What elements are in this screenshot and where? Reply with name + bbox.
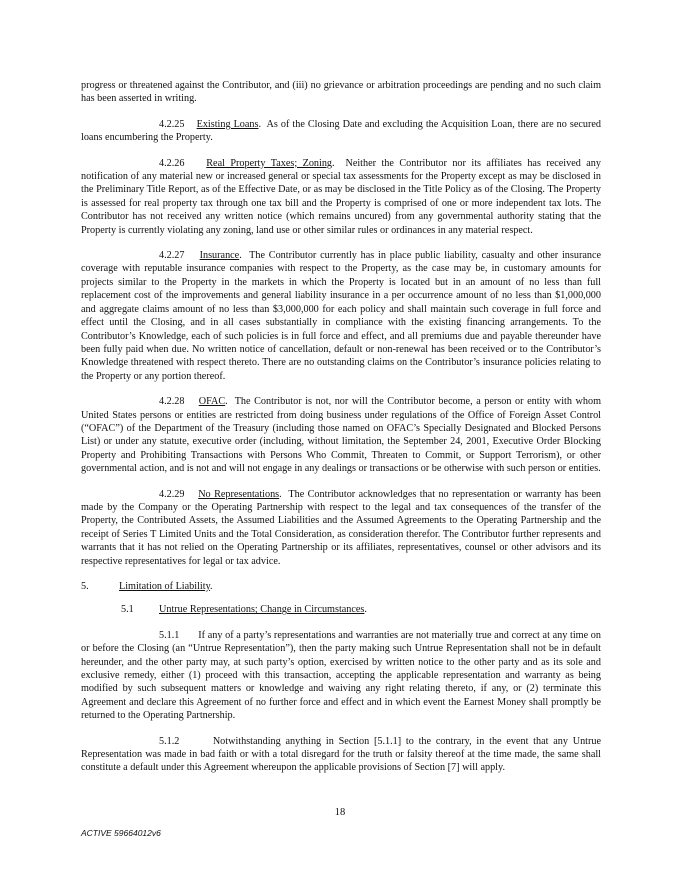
- section-number: 4.2.29: [159, 488, 185, 500]
- section-body: The Contributor currently has in place public liability, casualty and other insurance coverage with reputable insurance companies with respect to the Property, as the case may be, in customary amounts for projects similar to the Property in the markets in which the Property is located but in an amount of no less than full replacement cost of the improvements and general liability insurance in a per occurrence amount of no less than $1,000,000 and aggregate claims amount of no less than $3,000,000 for each policy and shall maintain such coverage in full force and effect until the Closing, and in all cases substantially in compliance with the existing financing arrangements. To the Contributor’s Knowledge, each of such policies is in full force and effect, and all premiums due and payable thereunder have been fully paid when due. No written notice of cancellation, default or non-renewal has been received or to the Contributor’s Knowledge threatened with respect thereto. There are no outstanding claims on the Contributor’s insurance policies relating to the Property or any portion thereof.: [81, 250, 601, 382]
- section-4-2-25: 4.2.25 Existing Loans. As of the Closing Date and excluding the Acquisition Loan, there are no secured loans encumbering the Property.: [81, 118, 601, 144]
- subsection-heading: 5.1 Untrue Representations; Change in Circumstances.: [121, 604, 367, 616]
- section-title: No Representations: [198, 488, 280, 500]
- page-number: 18: [334, 807, 346, 818]
- section-number: 4.2.25: [159, 118, 185, 130]
- subsection-number: 5.1: [121, 604, 134, 616]
- paragraph-5-1-1: [81, 629, 601, 723]
- paragraph-body: If any of a party’s representations and warranties are not materially true and correct at any time on or before the Closing (an “Untrue Representation”), then the party making such Untrue Representation shall not be in default hereunder, and the other party may, at such party’s option, exercised by written notice to the other party and as its sole and exclusive remedy, either (1) proceed with this transaction, accepting the applicable representation and warranty as being modified by such subsequent matters or knowledge and waiving any right relating thereto, if any, or (2) terminate this Agreement and declare this Agreement of no further force and effect and in which event the Earnest Money shall promptly be returned to the Operating Partnership.: [81, 629, 601, 722]
- section-body: As of the Closing Date and excluding the Acquisition Loan, there are no secured loans encumbering the Property.: [81, 118, 601, 144]
- paragraph-number: 5.1.1: [159, 629, 180, 641]
- paragraph-body: Notwithstanding anything in Section [5.1.1] to the contrary, in the event that any Untrue Representation was made in bad faith or with a total disregard for the truth or falsity thereof at the time made, the same shall constitute a default under this Agreement whereupon the applicable provisions of Section [7] will apply.: [81, 735, 602, 774]
- section-body: The Contributor acknowledges that no representation or warranty has been made by the Company or the Operating Partnership with respect to the legal and tax consequences of the transfer of the Property, the Contributed Assets, the Assumed Liabilities and the Assumed Agreements to the Operating Partnership and the receipt of Series T Limited Units and the Total Consideration, as consideration therefor. The Contributor further represents and warrants that it has not relied on the Operating Partnership or its affiliates, representatives, counsel or other advisors and its respective representatives for legal or tax advice.: [81, 488, 601, 567]
- section-4-2-27: 4.2.27 Insurance. The Contributor currently has in place public liability, casualty and other insurance coverage with reputable insurance companies with respect to the Property, as the case may be, in customary amounts for projects similar to the Property in the markets in which the Property is located but in an amount of no less than full replacement cost of the improvements and general liability insurance in a per occurrence amount of no less than $1,000,000 and aggregate claims amount of no less than $3,000,000 for each policy and shall maintain such coverage in full force and effect until the Closing, and in all cases substantially in compliance with the existing financing arrangements. To the Contributor’s Knowledge, each of such policies is in full force and effect, and all premiums due and payable thereunder have been fully paid when due. No written notice of cancellation, default or non-renewal has been received or to the Contributor’s Knowledge threatened with respect thereto. There are no outstanding claims on the Contributor’s insurance policies relating to the Property or any portion thereof.: [81, 250, 601, 382]
- section-4-2-26: 4.2.26 Real Property Taxes; Zoning. Neither the Contributor nor its affiliates has received any notification of any material new or increased general or special tax assessments for the Property except as may be disclosed in the Preliminary Title Report, as of the Effective Date, or as may be disclosed in the Title Policy as of the Closing. The Property is assessed for real property tax through one tax bill and the Property is comprised of one or more independent tax lots. The Contributor has not received any written notice (which remains uncured) from any governmental authority stating that the Property is currently violating any zoning, land use or other similar rules or ordinances in any material respect.: [81, 157, 601, 236]
- paragraph-number: 5.1.2: [159, 735, 180, 747]
- section-4-2-29: 4.2.29 No Representations. The Contributor acknowledges that no representation or warranty has been made by the Company or the Operating Partnership with respect to the legal and tax consequences of the transfer of the Property, the Contributed Assets, the Assumed Liabilities and the Assumed Agreements to the Operating Partnership and the receipt of Series T Limited Units and the Total Consideration, as consideration therefor. The Contributor further represents and warrants that it has not relied on the Operating Partnership or its affiliates, representatives, counsel or other advisors and its respective representatives for legal or tax advice.: [81, 488, 601, 567]
- section-4-2-28: 4.2.28 OFAC. The Contributor is not, nor will the Contributor become, a person or entity with whom United States persons or entities are restricted from doing business under regulations of the Office of Foreign Asset Control (“OFAC”) of the Department of the Treasury (including those named on OFAC’s Specially Designated and Blocked Persons List) or under any statute, executive order (including, without limitation, the September 24, 2001, Executive Order Blocking Property and Prohibiting Transactions with Persons Who Commit, Threaten to Commit, or Support Terrorism), or other governmental action, and is not and will not engage in any dealings or transactions or be otherwise with such person or entities.: [81, 396, 601, 475]
- article-heading: 5. Limitation of Liability.: [81, 581, 213, 592]
- section-number: 4.2.28: [159, 396, 185, 408]
- section-title: Insurance: [199, 250, 240, 262]
- section-body: The Contributor is not, nor will the Contributor become, a person or entity with whom United States persons or entities are restricted from doing business under regulations of the Office of Foreign Asset Control (“OFAC”) of the Department of the Treasury (including those named on OFAC’s Specially Designated and Blocked Persons List) or under any statute, executive order (including, without limitation, the September 24, 2001, Executive Order Blocking Property and Prohibiting Transactions with Persons Who Commit, Threaten to Commit, or Support Terrorism), or other governmental action, and is not and will not engage in any dealings or transactions or be otherwise with such person or entities.: [81, 396, 601, 475]
- document-id: ACTIVE 59664012v6: [81, 828, 161, 838]
- section-number: 4.2.26: [159, 157, 185, 169]
- article-title: Limitation of Liability: [119, 581, 211, 592]
- section-body: Neither the Contributor nor its affiliates has received any notification of any material new or increased general or special tax assessments for the Property except as may be disclosed in the Preliminary Title Report, as of the Effective Date, or as may be disclosed in the Title Policy as of the Closing. The Property is assessed for real property tax through one tax bill and the Property is comprised of one or more independent tax lots. The Contributor has not received any written notice (which remains uncured) from any governmental authority stating that the Property is currently violating any zoning, land use or other similar rules or ordinances in any material respect.: [81, 157, 601, 236]
- article-number: 5.: [81, 581, 89, 592]
- subsection-title: Untrue Representations; Change in Circumstances: [159, 604, 365, 616]
- section-title: OFAC: [198, 396, 226, 408]
- page-body: [81, 79, 601, 787]
- section-title: Existing Loans: [196, 118, 259, 130]
- intro-paragraph: progress or threatened against the Contributor, and (iii) no grievance or arbitration proceedings are pending and no such claim has been asserted in writing.: [81, 80, 601, 105]
- section-number: 4.2.27: [159, 250, 185, 262]
- paragraph-5-1-2: [81, 735, 601, 775]
- section-title: Real Property Taxes; Zoning: [206, 157, 333, 169]
